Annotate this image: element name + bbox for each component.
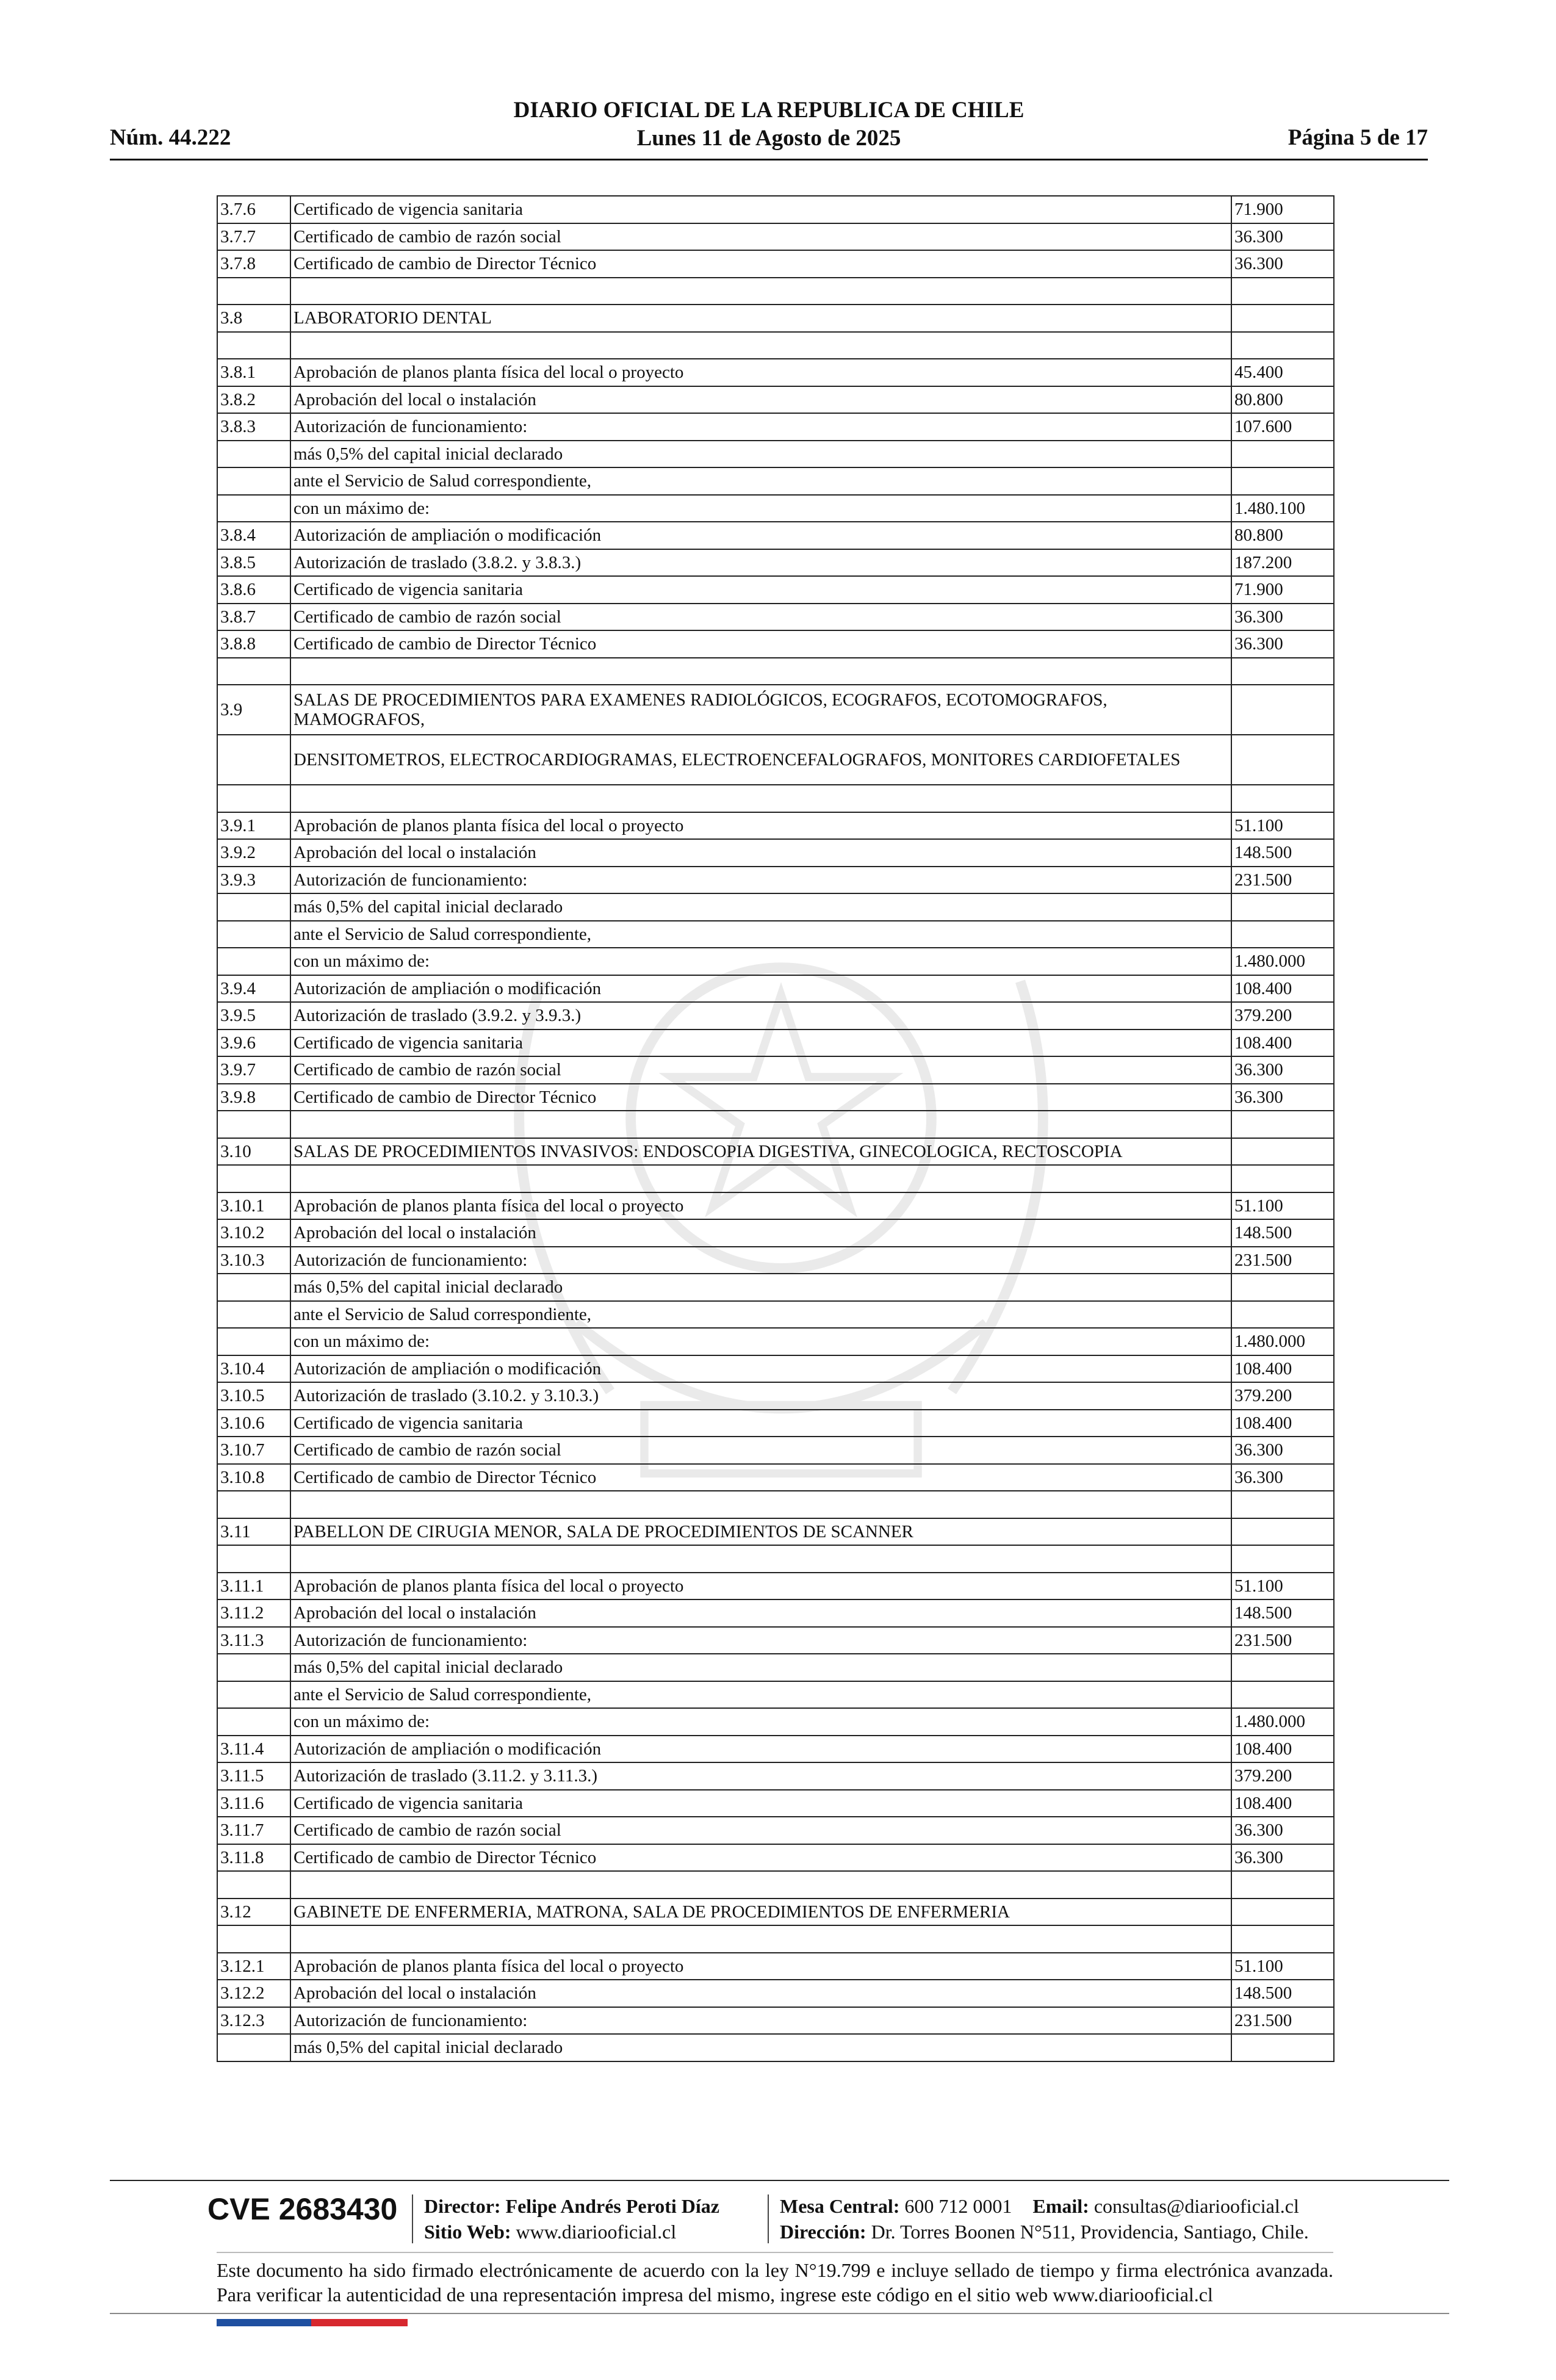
table-row <box>217 1953 1334 1980</box>
row-code <box>217 658 290 685</box>
row-description <box>290 1545 1231 1573</box>
row-code <box>217 785 290 812</box>
row-amount: 36.300 <box>1231 1844 1334 1872</box>
row-description: Certificado de vigencia sanitaria <box>290 1030 1231 1057</box>
row-amount: 36.300 <box>1231 1084 1334 1111</box>
row-code: 3.12.1 <box>217 1953 290 1980</box>
row-description: SALAS DE PROCEDIMIENTOS INVASIVOS: ENDOSCOPIA DIGESTIVA, GINECOLOGICA, RECTOSCOPIA <box>290 1138 1231 1166</box>
row-description: DENSITOMETROS, ELECTROCARDIOGRAMAS, ELECTROENCEFALOGRAFOS, MONITORES CARDIOFETALES <box>290 735 1231 785</box>
row-amount: 231.500 <box>1231 2007 1334 2035</box>
table-row <box>217 1056 1334 1084</box>
row-description: Autorización de traslado (3.10.2. y 3.10.3.) <box>290 1382 1231 1410</box>
table-row <box>217 1573 1334 1600</box>
table-row <box>217 1328 1334 1355</box>
row-code: 3.11 <box>217 1518 290 1546</box>
table-row <box>217 1111 1334 1138</box>
row-code: 3.8.3 <box>217 413 290 441</box>
row-amount: 148.500 <box>1231 1980 1334 2007</box>
row-code <box>217 1301 290 1329</box>
row-description: con un máximo de: <box>290 1708 1231 1736</box>
row-description: Certificado de cambio de razón social <box>290 1437 1231 1464</box>
row-amount: 36.300 <box>1231 1056 1334 1084</box>
row-amount <box>1231 1925 1334 1953</box>
row-description: Autorización de traslado (3.9.2. y 3.9.3.) <box>290 1002 1231 1030</box>
row-code <box>217 1545 290 1573</box>
row-description: Aprobación de planos planta física del local o proyecto <box>290 812 1231 840</box>
row-description: más 0,5% del capital inicial declarado <box>290 1274 1231 1301</box>
row-description: Autorización de traslado (3.11.2. y 3.11.3.) <box>290 1762 1231 1790</box>
table-row <box>217 576 1334 604</box>
row-description: Certificado de cambio de razón social <box>290 1817 1231 1844</box>
row-code: 3.8.2 <box>217 386 290 414</box>
page-number: Página 5 de 17 <box>1288 125 1428 150</box>
table-row <box>217 305 1334 332</box>
row-code <box>217 278 290 305</box>
row-amount <box>1231 1518 1334 1546</box>
table-row <box>217 1410 1334 1437</box>
row-description: Aprobación de planos planta física del local o proyecto <box>290 1573 1231 1600</box>
row-amount: 36.300 <box>1231 223 1334 251</box>
table-row <box>217 1192 1334 1220</box>
row-code: 3.11.4 <box>217 1736 290 1763</box>
issue-number: Núm. 44.222 <box>110 125 231 150</box>
row-amount: 36.300 <box>1231 1817 1334 1844</box>
row-description <box>290 332 1231 359</box>
row-amount: 51.100 <box>1231 1192 1334 1220</box>
row-code: 3.7.7 <box>217 223 290 251</box>
table-row <box>217 1627 1334 1654</box>
web-label: Sitio Web: <box>424 2221 511 2243</box>
row-code: 3.8.1 <box>217 359 290 386</box>
row-amount <box>1231 441 1334 468</box>
row-description: más 0,5% del capital inicial declarado <box>290 1654 1231 1681</box>
table-row <box>217 495 1334 522</box>
table-row <box>217 1925 1334 1953</box>
row-code: 3.8.8 <box>217 630 290 658</box>
row-code: 3.9.4 <box>217 975 290 1003</box>
row-code <box>217 1708 290 1736</box>
table-row <box>217 630 1334 658</box>
row-description: Certificado de cambio de Director Técnico <box>290 1844 1231 1872</box>
table-row <box>217 1708 1334 1736</box>
row-code: 3.10.5 <box>217 1382 290 1410</box>
table-row <box>217 1762 1334 1790</box>
row-amount: 148.500 <box>1231 1599 1334 1627</box>
row-description: Certificado de vigencia sanitaria <box>290 1790 1231 1817</box>
row-code: 3.10.2 <box>217 1219 290 1247</box>
row-amount: 108.400 <box>1231 1410 1334 1437</box>
row-code: 3.9.3 <box>217 867 290 894</box>
row-description: GABINETE DE ENFERMERIA, MATRONA, SALA DE PROCEDIMIENTOS DE ENFERMERIA <box>290 1899 1231 1926</box>
issue-date: Lunes 11 de Agosto de 2025 <box>636 126 901 151</box>
row-description: Aprobación del local o instalación <box>290 1219 1231 1247</box>
row-code: 3.9 <box>217 685 290 735</box>
table-row <box>217 1084 1334 1111</box>
row-code: 3.12.2 <box>217 1980 290 2007</box>
table-row <box>217 223 1334 251</box>
row-amount: 107.600 <box>1231 413 1334 441</box>
row-code: 3.9.1 <box>217 812 290 840</box>
row-code <box>217 441 290 468</box>
address-value: Dr. Torres Boonen N°511, Providencia, Santiago, Chile. <box>871 2221 1309 2243</box>
row-description: Certificado de cambio de razón social <box>290 223 1231 251</box>
row-code: 3.9.5 <box>217 1002 290 1030</box>
row-code <box>217 735 290 785</box>
table-row <box>217 1871 1334 1899</box>
row-description: Autorización de funcionamiento: <box>290 413 1231 441</box>
director-label: Director: <box>424 2195 501 2217</box>
table-row <box>217 278 1334 305</box>
row-amount: 1.480.000 <box>1231 1708 1334 1736</box>
row-description: ante el Servicio de Salud correspondiente, <box>290 467 1231 495</box>
row-description: más 0,5% del capital inicial declarado <box>290 2034 1231 2061</box>
row-description: con un máximo de: <box>290 1328 1231 1355</box>
table-row <box>217 785 1334 812</box>
table-row <box>217 1654 1334 1681</box>
table-row <box>217 1355 1334 1383</box>
row-code: 3.8.5 <box>217 549 290 577</box>
header-center <box>110 96 1428 153</box>
director-name: Felipe Andrés Peroti Díaz <box>505 2195 719 2217</box>
row-amount: 148.500 <box>1231 839 1334 867</box>
row-description: Aprobación del local o instalación <box>290 1599 1231 1627</box>
row-amount: 71.900 <box>1231 576 1334 604</box>
table-row <box>217 839 1334 867</box>
row-description <box>290 785 1231 812</box>
row-amount <box>1231 1138 1334 1166</box>
row-code: 3.11.6 <box>217 1790 290 1817</box>
row-amount: 108.400 <box>1231 1355 1334 1383</box>
row-amount <box>1231 1274 1334 1301</box>
row-code: 3.10.8 <box>217 1464 290 1491</box>
row-code: 3.10.7 <box>217 1437 290 1464</box>
table-row <box>217 975 1334 1003</box>
row-code: 3.9.2 <box>217 839 290 867</box>
table-row <box>217 441 1334 468</box>
row-description: Certificado de cambio de Director Técnico <box>290 630 1231 658</box>
footer-divider-middle <box>217 2252 1333 2253</box>
row-code: 3.10.1 <box>217 1192 290 1220</box>
row-amount: 80.800 <box>1231 522 1334 549</box>
row-code: 3.7.6 <box>217 196 290 223</box>
table-row <box>217 1382 1334 1410</box>
row-description: PABELLON DE CIRUGIA MENOR, SALA DE PROCEDIMIENTOS DE SCANNER <box>290 1518 1231 1546</box>
row-code: 3.11.5 <box>217 1762 290 1790</box>
footer-separator-2 <box>768 2194 769 2243</box>
mesa-value: 600 712 0001 <box>904 2195 1012 2217</box>
row-code: 3.12 <box>217 1899 290 1926</box>
table-row <box>217 867 1334 894</box>
row-amount <box>1231 785 1334 812</box>
row-description: con un máximo de: <box>290 495 1231 522</box>
row-code <box>217 893 290 921</box>
row-amount <box>1231 1681 1334 1709</box>
row-amount: 80.800 <box>1231 386 1334 414</box>
row-amount: 187.200 <box>1231 549 1334 577</box>
row-amount: 231.500 <box>1231 1627 1334 1654</box>
table-row <box>217 1545 1334 1573</box>
row-code: 3.11.8 <box>217 1844 290 1872</box>
email-link[interactable]: consultas@diariooficial.cl <box>1093 2195 1299 2217</box>
row-description: Autorización de ampliación o modificación <box>290 522 1231 549</box>
row-code: 3.7.8 <box>217 250 290 278</box>
row-code: 3.9.8 <box>217 1084 290 1111</box>
table-row <box>217 948 1334 975</box>
row-description: ante el Servicio de Salud correspondiente, <box>290 1681 1231 1709</box>
row-amount: 36.300 <box>1231 250 1334 278</box>
row-amount <box>1231 658 1334 685</box>
row-description <box>290 658 1231 685</box>
row-description: Autorización de ampliación o modificación <box>290 1736 1231 1763</box>
table-row <box>217 1844 1334 1872</box>
row-code: 3.10 <box>217 1138 290 1166</box>
table-row <box>217 1247 1334 1274</box>
row-code: 3.8.4 <box>217 522 290 549</box>
row-description: ante el Servicio de Salud correspondiente, <box>290 921 1231 948</box>
table-row <box>217 1437 1334 1464</box>
row-code <box>217 2034 290 2061</box>
row-description: Aprobación de planos planta física del local o proyecto <box>290 1953 1231 1980</box>
row-code: 3.10.3 <box>217 1247 290 1274</box>
table-row <box>217 1219 1334 1247</box>
table-row <box>217 1681 1334 1709</box>
row-amount: 51.100 <box>1231 1573 1334 1600</box>
table-row <box>217 1138 1334 1166</box>
table-row <box>217 2034 1334 2061</box>
row-code <box>217 1871 290 1899</box>
table-row <box>217 1817 1334 1844</box>
table-row <box>217 604 1334 631</box>
table-row <box>217 1464 1334 1491</box>
row-description <box>290 1871 1231 1899</box>
row-description: Autorización de funcionamiento: <box>290 1627 1231 1654</box>
address-label: Dirección: <box>780 2221 866 2243</box>
table-row <box>217 1030 1334 1057</box>
row-amount: 36.300 <box>1231 630 1334 658</box>
row-description: LABORATORIO DENTAL <box>290 305 1231 332</box>
row-description: Aprobación del local o instalación <box>290 386 1231 414</box>
header-divider <box>110 159 1428 160</box>
table-row <box>217 2007 1334 2035</box>
row-description: SALAS DE PROCEDIMIENTOS PARA EXAMENES RADIOLÓGICOS, ECOGRAFOS, ECOTOMOGRAFOS, MAMOGRAFOS, <box>290 685 1231 735</box>
email-label: Email: <box>1032 2195 1089 2217</box>
row-amount: 1.480.100 <box>1231 495 1334 522</box>
newspaper-title: DIARIO OFICIAL DE LA REPUBLICA DE CHILE <box>513 98 1025 123</box>
table-row <box>217 735 1334 785</box>
row-code <box>217 332 290 359</box>
row-amount <box>1231 2034 1334 2061</box>
row-description: Aprobación del local o instalación <box>290 839 1231 867</box>
row-code <box>217 1165 290 1192</box>
row-description: Certificado de vigencia sanitaria <box>290 576 1231 604</box>
fee-table <box>217 195 1334 2062</box>
row-amount: 36.300 <box>1231 604 1334 631</box>
row-amount: 379.200 <box>1231 1382 1334 1410</box>
table-row <box>217 812 1334 840</box>
table-row <box>217 467 1334 495</box>
row-amount <box>1231 735 1334 785</box>
row-amount: 379.200 <box>1231 1002 1334 1030</box>
row-description: con un máximo de: <box>290 948 1231 975</box>
table-row <box>217 250 1334 278</box>
table-row <box>217 1518 1334 1546</box>
row-code: 3.8.7 <box>217 604 290 631</box>
page-header <box>110 92 1428 157</box>
table-row <box>217 1301 1334 1329</box>
row-amount: 51.100 <box>1231 1953 1334 1980</box>
row-code <box>217 921 290 948</box>
row-amount <box>1231 893 1334 921</box>
row-amount: 108.400 <box>1231 975 1334 1003</box>
footer-divider-bottom <box>110 2313 1449 2314</box>
row-code <box>217 1328 290 1355</box>
row-code: 3.9.6 <box>217 1030 290 1057</box>
row-description: Aprobación de planos planta física del local o proyecto <box>290 359 1231 386</box>
row-amount <box>1231 1899 1334 1926</box>
row-amount: 1.480.000 <box>1231 948 1334 975</box>
row-code <box>217 1681 290 1709</box>
row-code: 3.10.4 <box>217 1355 290 1383</box>
row-amount <box>1231 1301 1334 1329</box>
row-code: 3.11.7 <box>217 1817 290 1844</box>
table-row <box>217 359 1334 386</box>
row-code: 3.11.2 <box>217 1599 290 1627</box>
row-amount <box>1231 1165 1334 1192</box>
row-amount: 379.200 <box>1231 1762 1334 1790</box>
row-code: 3.8.6 <box>217 576 290 604</box>
row-amount <box>1231 467 1334 495</box>
row-description: Certificado de vigencia sanitaria <box>290 196 1231 223</box>
row-description <box>290 278 1231 305</box>
row-description <box>290 1165 1231 1192</box>
row-amount <box>1231 1545 1334 1573</box>
row-description: ante el Servicio de Salud correspondiente, <box>290 1301 1231 1329</box>
row-description: Autorización de ampliación o modificación <box>290 1355 1231 1383</box>
row-description: Certificado de cambio de Director Técnico <box>290 1464 1231 1491</box>
footer-divider-top <box>110 2180 1449 2181</box>
row-description: Autorización de traslado (3.8.2. y 3.8.3.) <box>290 549 1231 577</box>
row-description <box>290 1111 1231 1138</box>
row-code: 3.11.1 <box>217 1573 290 1600</box>
row-description: Autorización de funcionamiento: <box>290 1247 1231 1274</box>
row-amount: 108.400 <box>1231 1790 1334 1817</box>
legal-notice: Este documento ha sido firmado electrónicamente de acuerdo con la ley N°19.799 e incluye sellado de tiempo y firma electrónica avanzada. Para verificar la autenticidad de una representación impresa del mismo, ingrese este código en el sitio web www.diariooficial.cl <box>217 2259 1333 2306</box>
row-description: Certificado de cambio de Director Técnico <box>290 1084 1231 1111</box>
row-description: Aprobación del local o instalación <box>290 1980 1231 2007</box>
row-description: Certificado de cambio de Director Técnico <box>290 250 1231 278</box>
row-description: Certificado de vigencia sanitaria <box>290 1410 1231 1437</box>
table-row <box>217 893 1334 921</box>
row-description <box>290 1491 1231 1518</box>
flag-stripe-red <box>311 2319 408 2326</box>
row-code <box>217 1274 290 1301</box>
row-amount: 148.500 <box>1231 1219 1334 1247</box>
table-row <box>217 658 1334 685</box>
row-amount <box>1231 278 1334 305</box>
table-row <box>217 386 1334 414</box>
table-row <box>217 332 1334 359</box>
row-amount <box>1231 305 1334 332</box>
row-amount: 51.100 <box>1231 812 1334 840</box>
row-amount: 108.400 <box>1231 1030 1334 1057</box>
row-amount: 231.500 <box>1231 1247 1334 1274</box>
mesa-label: Mesa Central: <box>780 2195 900 2217</box>
row-description: más 0,5% del capital inicial declarado <box>290 893 1231 921</box>
web-link[interactable]: www.diariooficial.cl <box>516 2221 677 2243</box>
row-amount: 45.400 <box>1231 359 1334 386</box>
table-row <box>217 921 1334 948</box>
footer-contact-block <box>780 2193 1309 2245</box>
row-description: más 0,5% del capital inicial declarado <box>290 441 1231 468</box>
row-amount: 36.300 <box>1231 1437 1334 1464</box>
table-row <box>217 196 1334 223</box>
row-amount <box>1231 921 1334 948</box>
row-amount <box>1231 1871 1334 1899</box>
row-amount <box>1231 1491 1334 1518</box>
table-row <box>217 413 1334 441</box>
row-code <box>217 1654 290 1681</box>
table-row <box>217 1980 1334 2007</box>
row-amount <box>1231 1111 1334 1138</box>
row-description: Autorización de funcionamiento: <box>290 2007 1231 2035</box>
table-row <box>217 1491 1334 1518</box>
table-row <box>217 1599 1334 1627</box>
row-code: 3.8 <box>217 305 290 332</box>
table-row <box>217 1165 1334 1192</box>
row-description: Autorización de funcionamiento: <box>290 867 1231 894</box>
row-code <box>217 1491 290 1518</box>
row-code <box>217 495 290 522</box>
row-amount: 71.900 <box>1231 196 1334 223</box>
flag-stripe-blue <box>217 2319 311 2326</box>
row-code: 3.12.3 <box>217 2007 290 2035</box>
row-amount <box>1231 1654 1334 1681</box>
footer-director-block <box>424 2193 719 2245</box>
row-description: Autorización de ampliación o modificación <box>290 975 1231 1003</box>
table-row <box>217 685 1334 735</box>
table-row <box>217 1790 1334 1817</box>
table-row <box>217 1736 1334 1763</box>
row-amount: 108.400 <box>1231 1736 1334 1763</box>
row-amount <box>1231 332 1334 359</box>
row-code: 3.10.6 <box>217 1410 290 1437</box>
row-amount <box>1231 685 1334 735</box>
row-code <box>217 1925 290 1953</box>
row-code <box>217 467 290 495</box>
table-row <box>217 1899 1334 1926</box>
row-code: 3.9.7 <box>217 1056 290 1084</box>
row-amount: 1.480.000 <box>1231 1328 1334 1355</box>
table-row <box>217 549 1334 577</box>
row-amount: 36.300 <box>1231 1464 1334 1491</box>
row-description <box>290 1925 1231 1953</box>
cve-code: CVE 2683430 <box>207 2192 398 2226</box>
table-row <box>217 522 1334 549</box>
row-description: Aprobación de planos planta física del local o proyecto <box>290 1192 1231 1220</box>
row-code <box>217 1111 290 1138</box>
table-row <box>217 1002 1334 1030</box>
row-amount: 231.500 <box>1231 867 1334 894</box>
row-code: 3.11.3 <box>217 1627 290 1654</box>
row-code <box>217 948 290 975</box>
footer-separator-1 <box>412 2194 413 2243</box>
row-description: Certificado de cambio de razón social <box>290 1056 1231 1084</box>
row-description: Certificado de cambio de razón social <box>290 604 1231 631</box>
table-row <box>217 1274 1334 1301</box>
